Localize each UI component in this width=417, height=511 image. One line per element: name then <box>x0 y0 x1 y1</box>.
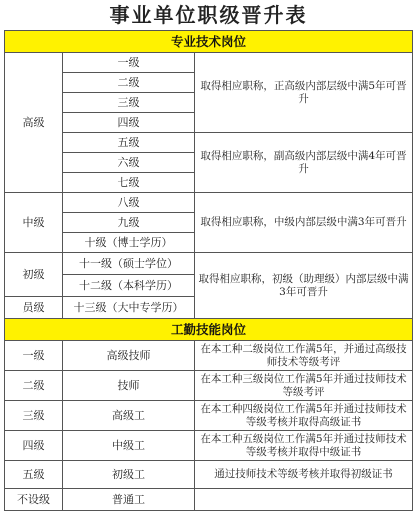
level-cell: 三级 <box>5 401 63 431</box>
level-cell: 二级 <box>63 73 195 93</box>
level-cell: 不设级 <box>5 489 63 511</box>
table-row <box>5 431 413 461</box>
section-header-row <box>5 31 413 53</box>
requirement-cell: 在本工种四级岗位工作满5年并通过技师技术等级考核并取得高级证书 <box>195 401 413 431</box>
title-cell: 技师 <box>63 371 195 401</box>
category-cell: 员级 <box>5 297 63 319</box>
level-cell: 九级 <box>63 213 195 233</box>
promotion-table <box>4 30 413 511</box>
page-title: 事业单位职级晋升表 <box>109 3 308 27</box>
level-cell: 十三级（大中专学历） <box>63 297 195 319</box>
level-cell: 三级 <box>63 93 195 113</box>
level-cell: 六级 <box>63 153 195 173</box>
table-row <box>5 371 413 401</box>
table-row <box>5 53 413 73</box>
requirement-cell: 在本工种二级岗位工作满5年，并通过高级技师技术等级考评 <box>195 341 413 371</box>
title-cell: 普通工 <box>63 489 195 511</box>
category-cell: 中级 <box>5 193 63 253</box>
title-cell: 初级工 <box>63 461 195 489</box>
level-cell: 四级 <box>5 431 63 461</box>
requirement-cell: 通过技师技术等级考核并取得初级证书 <box>195 461 413 489</box>
table-row <box>5 461 413 489</box>
level-cell: 十一级（硕士学位） <box>63 253 195 275</box>
requirement-cell: 取得相应职称，正高级内部层级中满5年可晋升 <box>195 53 413 133</box>
section-header-professional: 专业技术岗位 <box>5 31 413 53</box>
level-cell: 五级 <box>5 461 63 489</box>
requirement-cell: 在本工种五级岗位工作满5年并通过技师技术等级考核并取得中级证书 <box>195 431 413 461</box>
title-cell: 高级技师 <box>63 341 195 371</box>
table-row <box>5 133 413 153</box>
section-header-row <box>5 319 413 341</box>
requirement-cell: 在本工种三级岗位工作满5年并通过技师技术等级考评 <box>195 371 413 401</box>
table-row <box>5 401 413 431</box>
requirement-cell: 取得相应职称，副高级内部层级中满4年可晋升 <box>195 133 413 193</box>
title-cell: 高级工 <box>63 401 195 431</box>
level-cell: 十二级（本科学历） <box>63 275 195 297</box>
title-cell: 中级工 <box>63 431 195 461</box>
level-cell: 八级 <box>63 193 195 213</box>
category-cell: 高级 <box>5 53 63 193</box>
level-cell: 十级（博士学历） <box>63 233 195 253</box>
level-cell: 七级 <box>63 173 195 193</box>
table-row <box>5 253 413 275</box>
table-row <box>5 193 413 213</box>
level-cell: 一级 <box>63 53 195 73</box>
category-cell: 初级 <box>5 253 63 297</box>
section-header-skilled: 工勤技能岗位 <box>5 319 413 341</box>
level-cell: 二级 <box>5 371 63 401</box>
requirement-cell: 取得相应职称，中级内部层级中满3年可晋升 <box>195 193 413 253</box>
level-cell: 四级 <box>63 113 195 133</box>
level-cell: 一级 <box>5 341 63 371</box>
requirement-cell: 取得相应职称，初级（助理级）内部层级中满3年可晋升 <box>195 253 413 319</box>
table-row <box>5 341 413 371</box>
level-cell: 五级 <box>63 133 195 153</box>
